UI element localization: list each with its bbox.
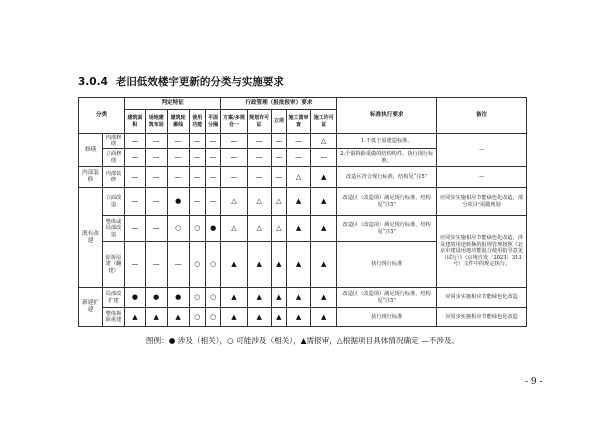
note-cell: — [437, 167, 527, 188]
header-sub: 方案/多规合一 [221, 110, 247, 134]
classification-table [78, 97, 527, 327]
table-row [79, 134, 527, 149]
category-cell: 既有改建 [79, 188, 103, 288]
mark-cell: — [124, 216, 145, 242]
mark-cell: — [271, 134, 286, 149]
mark-cell: — [124, 149, 145, 167]
subcategory-cell: 局部改扩建 [103, 288, 125, 308]
header-sub: 使用功能 [189, 110, 205, 134]
mark-cell: — [189, 188, 205, 216]
mark-cell: — [247, 149, 271, 167]
mark-cell: △ [247, 188, 271, 216]
standard-cell: 改造区符合现行标准，结构见“注5” [337, 167, 437, 188]
header-sub: 立项 [271, 110, 286, 134]
mark-cell: △ [271, 188, 286, 216]
mark-cell: — [167, 149, 189, 167]
mark-cell: — [221, 167, 247, 188]
section-heading [78, 74, 284, 89]
mark-cell: ▲ [311, 167, 337, 188]
mark-cell: — [311, 149, 337, 167]
mark-cell: ○ [205, 288, 220, 308]
mark-cell: ○ [189, 216, 205, 242]
mark-cell: ▲ [287, 216, 311, 242]
mark-cell: — [247, 167, 271, 188]
table-row [79, 216, 527, 242]
mark-cell: — [189, 149, 205, 167]
header-sub: 场地建筑布局 [145, 110, 167, 134]
mark-cell: △ [271, 216, 286, 242]
mark-cell: ▲ [124, 308, 145, 327]
mark-cell: △ [311, 134, 337, 149]
mark-cell: ▲ [271, 242, 286, 288]
mark-cell: ○ [205, 308, 220, 327]
header-sub: 平面分隔 [205, 110, 220, 134]
header-admin: 行政管理（报批报审）要求 [221, 98, 337, 110]
table-row [79, 288, 527, 308]
mark-cell: ▲ [287, 308, 311, 327]
mark-cell: ▲ [287, 188, 311, 216]
mark-cell: — [205, 134, 220, 149]
mark-cell: ○ [189, 308, 205, 327]
subcategory-cell: 立面改造 [103, 188, 125, 216]
subcategory-cell: 内部装修 [103, 167, 125, 188]
mark-cell: ▲ [311, 216, 337, 242]
mark-cell: — [145, 242, 167, 288]
section-number: 3.0.4 [78, 76, 108, 88]
table-row [79, 188, 527, 216]
mark-cell: ○ [189, 242, 205, 288]
note-cell: 应同步实施相应节能绿色化改造 [437, 308, 527, 327]
mark-cell: ● [145, 288, 167, 308]
mark-cell: — [167, 134, 189, 149]
note-cell: — [437, 134, 527, 167]
legend: 图例：● 涉及（相关），○ 可能涉及（相关），▲需报审，△根据项目具体情况确定 —不涉及。 [145, 336, 460, 345]
mark-cell: ▲ [221, 308, 247, 327]
note-cell: 应同步实施相应节能绿色化改造，部分项目¹需做规划 [437, 188, 527, 216]
mark-cell: — [205, 167, 220, 188]
mark-cell: ● [205, 216, 220, 242]
standard-cell: 1.不低于原建造标准。 [337, 134, 437, 149]
standard-cell: 执行现行标准 [337, 242, 437, 288]
mark-cell: △ [247, 216, 271, 242]
mark-cell: — [145, 167, 167, 188]
header-sub: 施工许可证 [311, 110, 337, 134]
mark-cell: — [247, 134, 271, 149]
note-cell: 应同步实施相应节能绿色化改造，涉及建筑用途转换的报规管理按照《北京市建设用地功能混合使用指导意见（试行）》（京规自发〔2023〕313号）文件中的规定执行。 [437, 216, 527, 288]
mark-cell: — [124, 242, 145, 288]
header-standard: 标准执行要求 [337, 98, 437, 134]
mark-cell: — [124, 134, 145, 149]
mark-cell: ▲ [287, 288, 311, 308]
mark-cell: ▲ [287, 242, 311, 288]
header-note: 备注 [437, 98, 527, 134]
note-cell: 应同步实施相应节能绿色化改造 [437, 288, 527, 308]
mark-cell: △ [221, 188, 247, 216]
mark-cell: — [271, 167, 286, 188]
mark-cell: — [145, 188, 167, 216]
standard-cell: 改造区（改造项）满足现行标准，结构见“注5” [337, 188, 437, 216]
mark-cell: ▲ [311, 308, 337, 327]
mark-cell: — [189, 134, 205, 149]
page-number: - 9 - [525, 377, 543, 387]
mark-cell: △ [221, 216, 247, 242]
header-sub: 规划许可证 [247, 110, 271, 134]
subcategory-cell: 内部修缮 [103, 134, 125, 149]
mark-cell: ○ [167, 216, 189, 242]
mark-cell: — [205, 188, 220, 216]
subcategory-cell: 立面修缮 [103, 149, 125, 167]
mark-cell: ▲ [311, 288, 337, 308]
mark-cell: ▲ [271, 288, 286, 308]
table-row [79, 167, 527, 188]
standard-cell: 2.个别拆除重做的结构构件，执行现行标准。 [337, 149, 437, 167]
mark-cell: — [205, 149, 220, 167]
mark-cell: ▲ [247, 308, 271, 327]
category-cell: 新建扩建 [79, 288, 103, 327]
mark-cell: ▲ [311, 188, 337, 216]
header-judgment: 判定特征 [124, 98, 220, 110]
subcategory-cell: 原拆原建（翻建） [103, 242, 125, 288]
mark-cell: — [287, 149, 311, 167]
section-title: 老旧低效楼宇更新的分类与实施要求 [115, 76, 284, 88]
mark-cell: — [221, 149, 247, 167]
mark-cell: △ [287, 167, 311, 188]
header-category: 分类 [79, 98, 125, 134]
header-sub: 建筑轮廓线 [167, 110, 189, 134]
category-cell: 内部装修 [79, 167, 103, 188]
mark-cell: ▲ [247, 288, 271, 308]
mark-cell: ○ [205, 242, 220, 288]
standard-cell: 改造区（改造项）满足现行标准，结构见“注5” [337, 216, 437, 242]
mark-cell: ▲ [221, 288, 247, 308]
mark-cell: — [271, 149, 286, 167]
mark-cell: — [145, 149, 167, 167]
mark-cell: — [124, 167, 145, 188]
header-sub: 建筑面积 [124, 110, 145, 134]
category-cell: 修缮 [79, 134, 103, 167]
mark-cell: — [167, 242, 189, 288]
table-row [79, 308, 527, 327]
mark-cell: ● [167, 188, 189, 216]
mark-cell: ▲ [145, 308, 167, 327]
mark-cell: ▲ [311, 242, 337, 288]
subcategory-cell: 整体或局部改造 [103, 216, 125, 242]
mark-cell: ▲ [167, 308, 189, 327]
mark-cell: ● [124, 288, 145, 308]
mark-cell: — [189, 167, 205, 188]
mark-cell: — [124, 188, 145, 216]
subcategory-cell: 整体拆除重建 [103, 308, 125, 327]
header-sub: 施工图审查 [287, 110, 311, 134]
standard-cell: 执行现行标准 [337, 308, 437, 327]
mark-cell: ▲ [247, 242, 271, 288]
mark-cell: ▲ [221, 242, 247, 288]
mark-cell: — [287, 134, 311, 149]
mark-cell: — [145, 216, 167, 242]
mark-cell: ● [167, 288, 189, 308]
mark-cell: ○ [189, 288, 205, 308]
mark-cell: — [221, 134, 247, 149]
mark-cell: — [167, 167, 189, 188]
mark-cell: ▲ [271, 308, 286, 327]
standard-cell: 改造区（改造项）满足现行标准，结构见“注5” [337, 288, 437, 308]
mark-cell: — [145, 134, 167, 149]
